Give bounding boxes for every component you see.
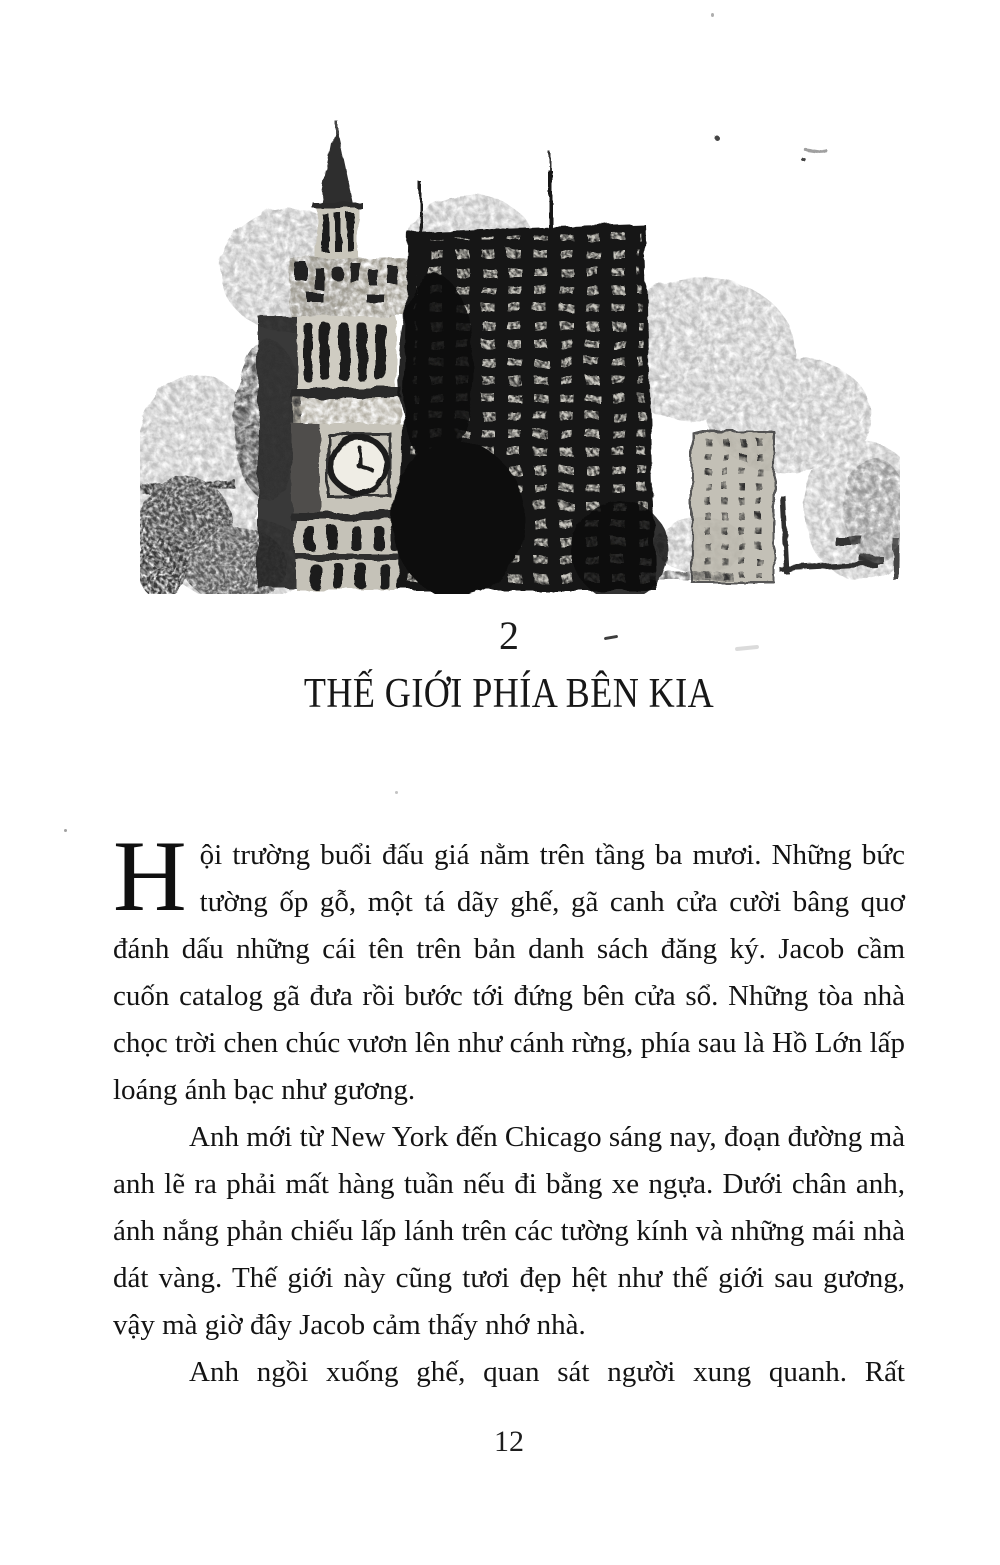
chapter-title: THẾ GIỚI PHÍA BÊN KIA	[303, 671, 715, 717]
page-number: 12	[494, 1425, 524, 1458]
scan-artifact-dot	[64, 829, 67, 832]
scan-artifact-dot	[395, 791, 398, 794]
clock-tower	[234, 120, 410, 590]
chapter-number: 2	[499, 613, 519, 658]
body-text	[113, 820, 905, 1396]
paragraph	[113, 820, 905, 1114]
paragraph-text: ội trường buổi đấu giá nằm trên tầng ba mươi. Những bức tường ốp gỗ, một tá dãy ghế, gã canh cửa cười bâng quơ đánh dấu những cái tên trên bản danh sách đăng ký. Jacob cầm cuốn catalog gã đưa rồi bước tới đứng bên cửa sổ. Những tòa nhà chọc trời chen chúc vươn lên như cánh rừng, phía sau là Hồ Lớn lấp loáng ánh bạc như gương.	[113, 839, 905, 1106]
ink-specks	[713, 134, 829, 161]
chapter-illustration	[140, 120, 900, 594]
drop-cap: H	[113, 820, 187, 933]
paragraph: Anh mới từ New York đến Chicago sáng nay, đoạn đường mà anh lẽ ra phải mất hàng tuần nếu đi bằng xe ngựa. Dưới chân anh, ánh nắng phản chiếu lấp lánh trên các tường kính và những mái nhà dát vàng. Thế giới này cũng tươi đẹp hệt như thế giới sau gương, vậy mà giờ đây Jacob cảm thấy nhớ nhà.	[113, 1121, 905, 1341]
paragraph: Anh ngồi xuống ghế, quan sát người xung quanh. Rất	[189, 1356, 905, 1388]
scan-artifact-dot	[711, 13, 714, 17]
city-skyline-sketch	[140, 120, 900, 594]
